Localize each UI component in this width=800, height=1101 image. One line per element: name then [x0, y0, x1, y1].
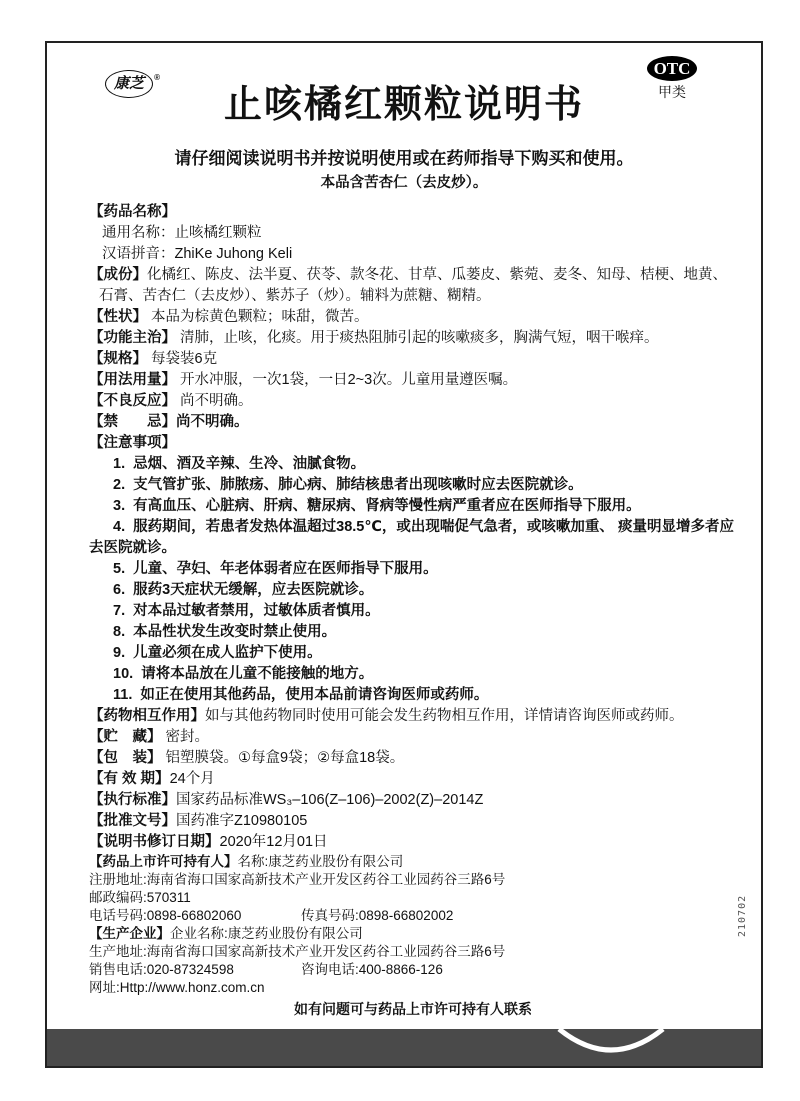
line-text: 5. 儿童、孕妇、年老体弱者应在医师指导下服用。	[113, 561, 438, 577]
line-text-right: 传真号码:0898-66802002	[301, 908, 454, 923]
section-revision-date	[89, 832, 737, 853]
precaution-item-6	[89, 580, 737, 601]
sales-consult-phone-line	[89, 961, 737, 979]
section-label: 【说明书修订日期】	[89, 834, 220, 850]
precaution-item-8	[89, 622, 737, 643]
content-notice: 本品含苦杏仁（去皮炒）。	[320, 175, 488, 191]
section-label: 【药品上市许可持有人】	[89, 854, 238, 869]
line-text: 24个月	[169, 771, 215, 787]
section-drug-interactions	[89, 706, 737, 727]
section-approval-number	[89, 811, 737, 832]
line-text: 生产地址:海南省海口国家高新技术产业开发区药谷工业园药谷三路6号	[89, 944, 506, 959]
section-label: 【包 装】	[89, 750, 162, 766]
line-text: 网址:Http://www.honz.com.cn	[89, 980, 265, 995]
section-label: 【不良反应】	[89, 393, 176, 409]
section-label: 【药物相互作用】	[89, 708, 205, 724]
line-text: 7. 对本品过敏者禁用，过敏体质者慎用。	[113, 603, 380, 619]
line-text: 企业名称:康芝药业股份有限公司	[170, 926, 363, 941]
line-text: 邮政编码:570311	[89, 890, 191, 905]
line-text: 铝塑膜袋。①每盒9袋；②每盒18袋。	[161, 750, 405, 766]
precaution-item-5	[89, 559, 737, 580]
line-text: 9. 儿童必须在成人监护下使用。	[113, 645, 322, 661]
die-cut-notch-icon	[47, 1029, 761, 1066]
section-label: 【用法用量】	[89, 372, 176, 388]
section-label: 【注意事项】	[89, 435, 176, 451]
section-label: 【药品名称】	[89, 204, 176, 220]
section-description	[89, 307, 737, 328]
section-label: 【贮 藏】	[89, 729, 162, 745]
section-label: 【成份】	[89, 267, 147, 283]
line-text: 11. 如正在使用其他药品，使用本品前请咨询医师或药师。	[113, 687, 489, 703]
line-text: 国家药品标准WS₃–106(Z–106)–2002(Z)–2014Z	[176, 792, 484, 808]
section-adverse-reactions	[89, 391, 737, 412]
precaution-item-4	[89, 517, 737, 559]
bottom-band	[47, 1029, 761, 1066]
phone-fax-line	[89, 907, 737, 925]
precaution-item-1	[89, 454, 737, 475]
section-precautions	[89, 433, 737, 454]
line-text: 10. 请将本品放在儿童不能接触的地方。	[113, 666, 374, 682]
section-validity	[89, 769, 737, 790]
section-drug-name	[89, 202, 737, 223]
section-label: 【功能主治】	[89, 330, 176, 346]
read-notice: 请仔细阅读说明书并按说明使用或在药师指导下购买和使用。	[174, 149, 634, 168]
page-title: 止咳橘红颗粒说明书	[223, 84, 584, 126]
section-specification	[89, 349, 737, 370]
postal-code-line	[89, 889, 737, 907]
line-text: 3. 有高血压、心脏病、肝病、糖尿病、肾病等慢性病严重者应在医师指导下服用。	[113, 498, 641, 514]
line-text: 汉语拼音：ZhiKe Juhong Keli	[102, 246, 293, 262]
line-text: 2. 支气管扩张、肺脓疡、肺心病、肺结核患者出现咳嗽时应去医院就诊。	[113, 477, 583, 493]
precaution-item-3	[89, 496, 737, 517]
section-storage	[89, 727, 737, 748]
line-text: 本品为棕黄色颗粒；味甜，微苦。	[147, 309, 369, 325]
line-text: 每袋装6克	[147, 351, 218, 367]
line-text: 6. 服药3天症状无缓解，应去医院就诊。	[113, 582, 374, 598]
section-label: 【有 效 期】	[89, 771, 170, 787]
line-text: 1. 忌烟、酒及辛辣、生冷、油腻食物。	[113, 456, 366, 472]
line-text: 化橘红、陈皮、法半夏、茯苓、款冬花、甘草、瓜蒌皮、紫菀、麦冬、知母、桔梗、地黄、石膏、苦杏仁（去皮炒）、紫苏子（炒）。辅料为蔗糖、糊精。	[99, 267, 727, 304]
pinyin-line	[89, 244, 737, 265]
line-text: 注册地址:海南省海口国家高新技术产业开发区药谷工业园药谷三路6号	[89, 872, 506, 887]
line-text: 8. 本品性状发生改变时禁止使用。	[113, 624, 337, 640]
contact-note	[89, 1000, 737, 1019]
page-border-frame	[45, 41, 763, 1068]
registered-address-line	[89, 871, 737, 889]
precaution-item-2	[89, 475, 737, 496]
leaflet-header	[47, 43, 761, 147]
line-text: 通用名称：止咳橘红颗粒	[102, 225, 262, 241]
section-label: 【性状】	[89, 309, 147, 325]
line-text: 如与其他药物同时使用可能会发生药物相互作用，详情请咨询医师或药师。	[205, 708, 684, 724]
line-text: 2020年12月01日	[219, 834, 328, 850]
line-text: 开水冲服，一次1袋，一日2~3次。儿童用量遵医嘱。	[176, 372, 518, 388]
line-text: 如有问题可与药品上市许可持有人联系	[294, 1001, 532, 1017]
website-line	[89, 979, 737, 997]
otc-oval-icon: OTC	[647, 56, 697, 81]
section-standard	[89, 790, 737, 811]
otc-badge	[647, 56, 697, 102]
brand-name: 康芝	[113, 75, 144, 92]
section-functions	[89, 328, 737, 349]
line-text-left: 销售电话:020-87324598	[89, 962, 234, 977]
precaution-item-11	[89, 685, 737, 706]
section-dosage	[89, 370, 737, 391]
section-label: 【生产企业】	[89, 926, 170, 941]
production-address-line	[89, 943, 737, 961]
precaution-item-10	[89, 664, 737, 685]
section-ingredients	[89, 265, 737, 307]
section-label: 【批准文号】	[89, 813, 176, 829]
line-text: 4. 服药期间，若患者发热体温超过38.5℃，或出现喘促气急者，或咳嗽加重、 痰量明显增多者应去医院就诊。	[89, 519, 734, 556]
line-text: 名称:康芝药业股份有限公司	[237, 854, 404, 869]
line-text: 尚不明确。	[176, 393, 253, 409]
line-text: 清肺，止咳，化痰。用于痰热阻肺引起的咳嗽痰多，胸满气短，咽干喉痒。	[176, 330, 659, 346]
section-manufacturer	[89, 925, 737, 943]
section-packaging	[89, 748, 737, 769]
line-text-right: 咨询电话:400-8866-126	[301, 962, 443, 977]
batch-code: 210702	[737, 894, 748, 937]
line-text: 密封。	[161, 729, 210, 745]
section-license-holder	[89, 853, 737, 871]
line-text: 尚不明确。	[176, 414, 249, 430]
line-text: 国药准字Z10980105	[176, 813, 308, 829]
otc-class-label: 甲类	[658, 84, 686, 100]
section-contraindications	[89, 412, 737, 433]
line-text-left: 电话号码:0898-66802060	[89, 908, 242, 923]
generic-name-line	[89, 223, 737, 244]
precaution-item-9	[89, 643, 737, 664]
leaflet-body	[47, 202, 761, 1019]
registered-trademark-icon: ®	[154, 73, 160, 82]
section-label: 【禁 忌】	[89, 414, 176, 430]
section-label: 【执行标准】	[89, 792, 176, 808]
precaution-item-7	[89, 601, 737, 622]
section-label: 【规格】	[89, 351, 147, 367]
